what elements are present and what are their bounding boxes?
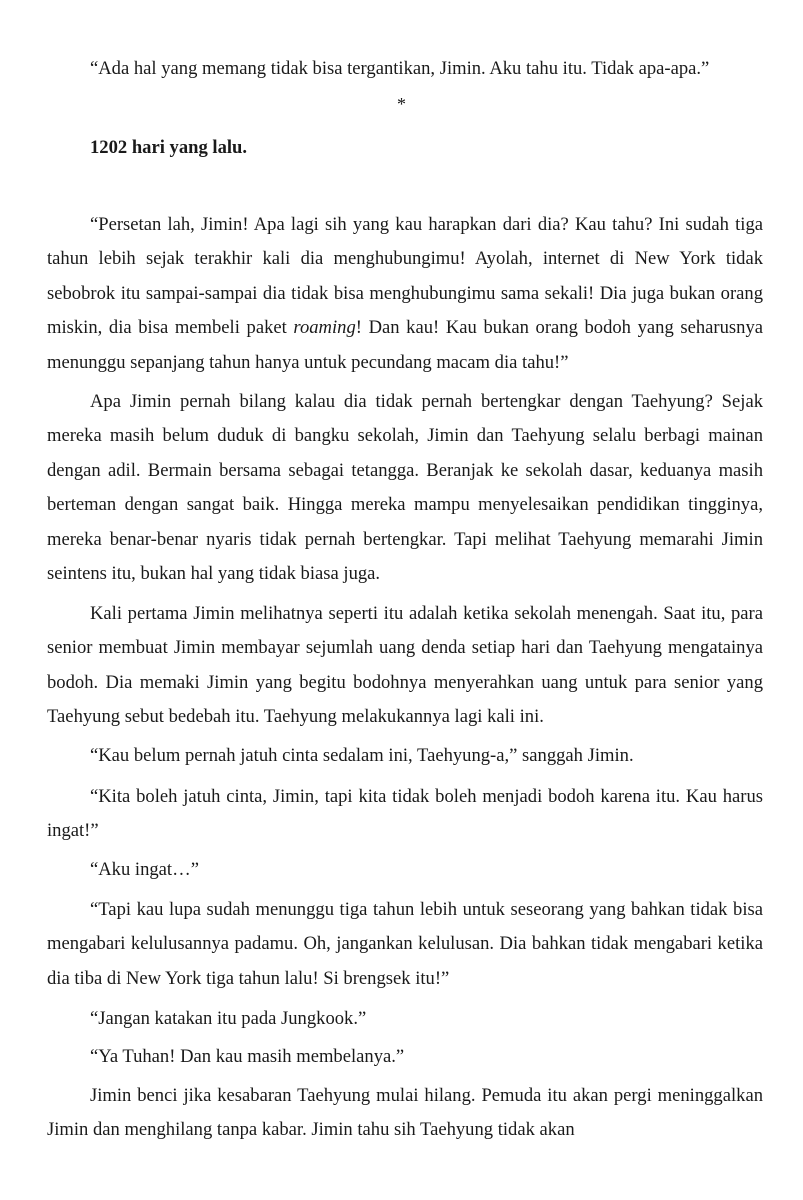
paragraph-2: Apa Jimin pernah bilang kalau dia tidak pernah bertengkar dengan Taehyung? Sejak mereka masih belum duduk di bangku sekolah, Jimin dan Taehyung selalu berbagi mainan dengan adil. Bermain bersama sebagai tetangga. Beranjak ke sekolah dasar, keduanya masih berteman dengan sangat baik. Hingga mereka mampu menyelesaikan pendidikan tingginya, mereka benar-benar nyaris tidak pernah bertengkar. Tapi melihat Taehyung memarahi Jimin seintens itu, bukan hal yang tidak biasa juga. bbox=[47, 391, 763, 585]
paragraph-1-italic-word: roaming bbox=[293, 317, 356, 339]
paragraph-9: “Ya Tuhan! Dan kau masih membelanya.” bbox=[90, 1046, 405, 1067]
paragraph-6: “Aku ingat…” bbox=[90, 859, 199, 880]
paragraph-5: “Kita boleh jatuh cinta, Jimin, tapi kita tidak boleh menjadi bodoh karena itu. Kau harus ingat!” bbox=[47, 786, 763, 842]
opening-line: “Ada hal yang memang tidak bisa tergantikan, Jimin. Aku tahu itu. Tidak apa-apa.” bbox=[90, 58, 710, 79]
paragraph-1-text-a: “Persetan lah, Jimin! Apa lagi sih yang kau harapkan dari dia? Kau tahu? Ini sudah tiga tahun lebih sejak terakhir kali dia menghubungimu! Ayolah, internet di New York tidak sebobrok itu sampai-sampai dia tidak bisa menghubungimu sama sekali! Dia juga bukan orang miskin, dia bisa membeli paket bbox=[47, 214, 763, 339]
paragraph-7: “Tapi kau lupa sudah menunggu tiga tahun lebih untuk seseorang yang bahkan tidak bisa mengabari kelulusannya padamu. Oh, jangankan kelulusan. Dia bahkan tidak mengabari ketika dia tiba di New York tiga tahun lalu! Si brengsek itu!” bbox=[47, 899, 763, 989]
paragraph-8: “Jangan katakan itu pada Jungkook.” bbox=[90, 1008, 367, 1029]
paragraph-1-text-b: ! Dan kau! Kau bukan orang bodoh yang seharusnya menunggu sepanjang tahun hanya untuk pecundang macam dia tahu!” bbox=[47, 317, 763, 373]
paragraph-1 bbox=[47, 208, 763, 380]
section-separator: * bbox=[397, 94, 406, 114]
paragraph-10: Jimin benci jika kesabaran Taehyung mulai hilang. Pemuda itu akan pergi meninggalkan Jimin dan menghilang tanpa kabar. Jimin tahu sih Taehyung tidak akan bbox=[47, 1085, 763, 1141]
paragraph-3: Kali pertama Jimin melihatnya seperti itu adalah ketika sekolah menengah. Saat itu, para senior membuat Jimin membayar sejumlah uang denda setiap hari dan Taehyung mengatainya bodoh. Dia memaki Jimin yang begitu bodohnya menyerahkan uang untuk para senior yang Taehyung sebut bedebah itu. Taehyung melakukannya lagi kali ini. bbox=[47, 603, 763, 728]
paragraph-4: “Kau belum pernah jatuh cinta sedalam ini, Taehyung-a,” sanggah Jimin. bbox=[90, 745, 634, 766]
section-heading: 1202 hari yang lalu. bbox=[90, 137, 248, 158]
